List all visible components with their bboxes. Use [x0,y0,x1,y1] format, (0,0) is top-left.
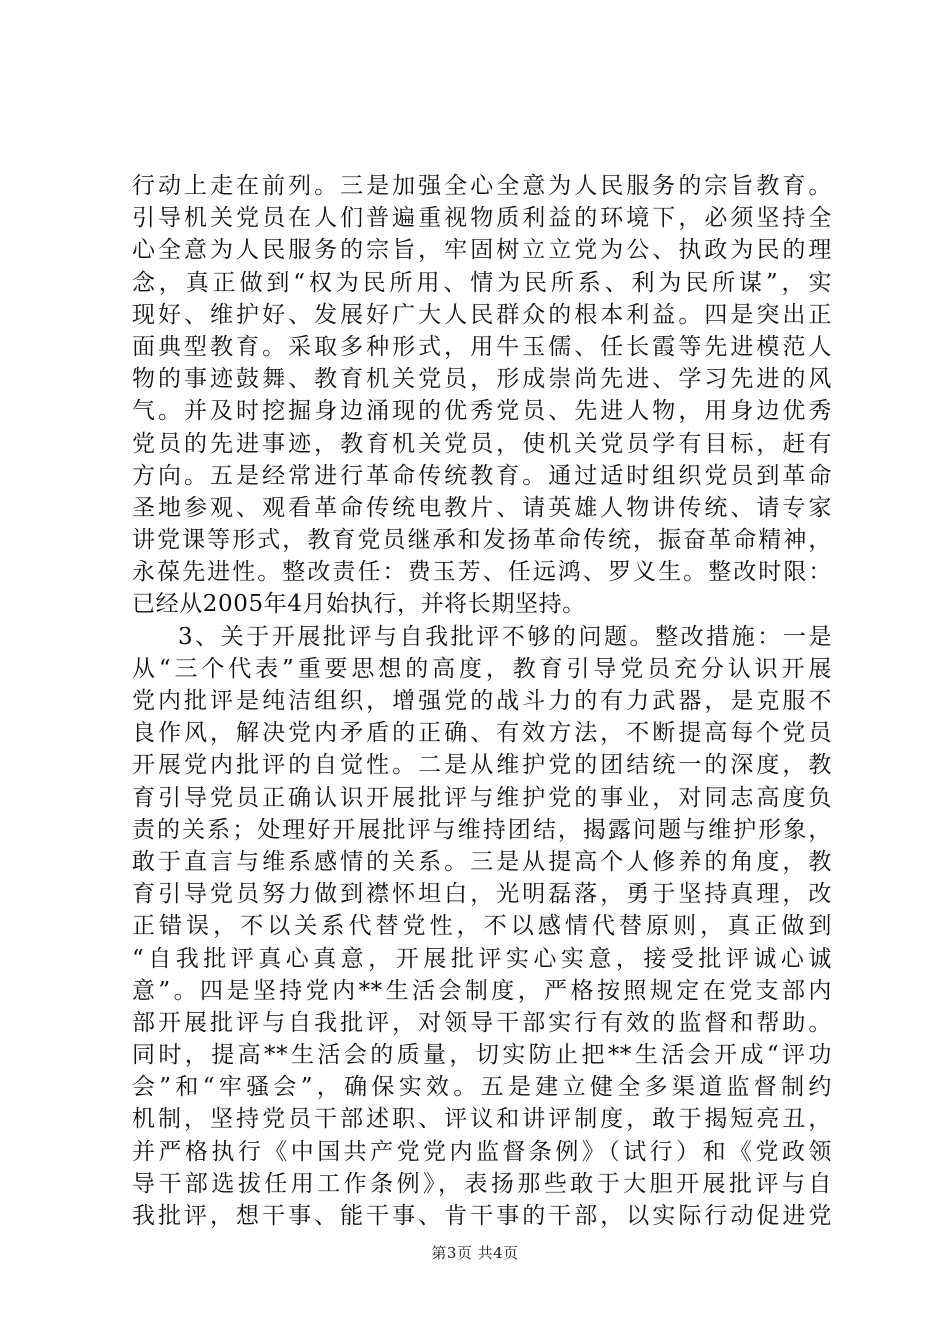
text-line: 敢于直言与维系感情的关系。三是从提高个人修养的角度，教 [132,848,832,875]
text-line: 党员的先进事迹，教育机关党员，使机关党员学有目标，赶有 [132,430,832,457]
text-line: 育引导党员努力做到襟怀坦白，光明磊落，勇于坚持真理，改 [132,881,832,908]
text-line: 意”。四是坚持党内**生活会制度，严格按照规定在党支部内 [132,977,832,1004]
text-line: 良作风，解决党内矛盾的正确、有效方法，不断提高每个党员 [132,720,832,747]
text-line: 从“三个代表”重要思想的高度，教育引导党员充分认识开展 [132,655,832,682]
text-line: 责的关系；处理好开展批评与维持团结，揭露问题与维护形象， [132,816,832,843]
text-line: 已经从2005年4月始执行，并将长期坚持。 [132,591,586,618]
paragraph-start-line: 3、关于开展批评与自我批评不够的问题。整改措施：一是 [178,623,832,650]
text-line: 永葆先进性。整改责任：费玉芳、任远鸿、罗义生。整改时限： [132,559,832,586]
text-line: 导干部选拔任用工作条例》，表扬那些敢于大胆开展批评与自 [132,1170,832,1197]
text-line: 正错误，不以关系代替党性，不以感情代替原则，真正做到 [132,913,832,940]
text-line: 现好、维护好、发展好广大人民群众的根本利益。四是突出正 [132,301,832,328]
text-line: 面典型教育。采取多种形式，用牛玉儒、任长霞等先进模范人 [132,333,832,360]
text-line: 讲党课等形式，教育党员继承和发扬革命传统，振奋革命精神， [132,527,832,554]
text-line: 引导机关党员在人们普遍重视物质利益的环境下，必须坚持全 [132,205,832,232]
text-line: 并严格执行《中国共产党党内监督条例》（试行）和《党政领 [132,1138,832,1165]
text-line: 心全意为人民服务的宗旨，牢固树立立党为公、执政为民的理 [132,237,832,264]
text-line: “自我批评真心真意，开展批评实心实意，接受批评诚心诚 [132,945,832,972]
text-line: 我批评，想干事、能干事、肯干事的干部，以实际行动促进党 [132,1203,832,1229]
body-text [132,170,832,1232]
text-line: 行动上走在前列。三是加强全心全意为人民服务的宗旨教育。 [132,173,832,199]
text-line: 同时，提高**生活会的质量，切实防止把**生活会开成“评功 [132,1042,832,1069]
text-line: 机制，坚持党员干部述职、评议和讲评制度，敢于揭短亮丑， [132,1106,832,1133]
text-line: 物的事迹鼓舞、教育机关党员，形成崇尚先进、学习先进的风 [132,366,832,393]
page-number-footer: 第3页 共4页 [431,1244,519,1262]
text-line: 圣地参观、观看革命传统电教片、请英雄人物讲传统、请专家 [132,494,832,521]
text-line: 开展党内批评的自觉性。二是从维护党的团结统一的深度，教 [132,752,832,779]
text-line: 育引导党员正确认识开展批评与维护党的事业，对同志高度负 [132,784,832,811]
text-line: 会”和“牢骚会”，确保实效。五是建立健全多渠道监督制约 [132,1074,832,1101]
text-line: 党内批评是纯洁组织，增强党的战斗力的有力武器，是克服不 [132,688,832,714]
text-line: 念，真正做到“权为民所用、情为民所系、利为民所谋”，实 [132,269,832,296]
text-line: 气。并及时挖掘身边涌现的优秀党员、先进人物，用身边优秀 [132,398,832,425]
text-line: 部开展批评与自我批评，对领导干部实行有效的监督和帮助。 [132,1009,832,1036]
text-line: 方向。五是经常进行革命传统教育。通过适时组织党员到革命 [132,462,832,489]
